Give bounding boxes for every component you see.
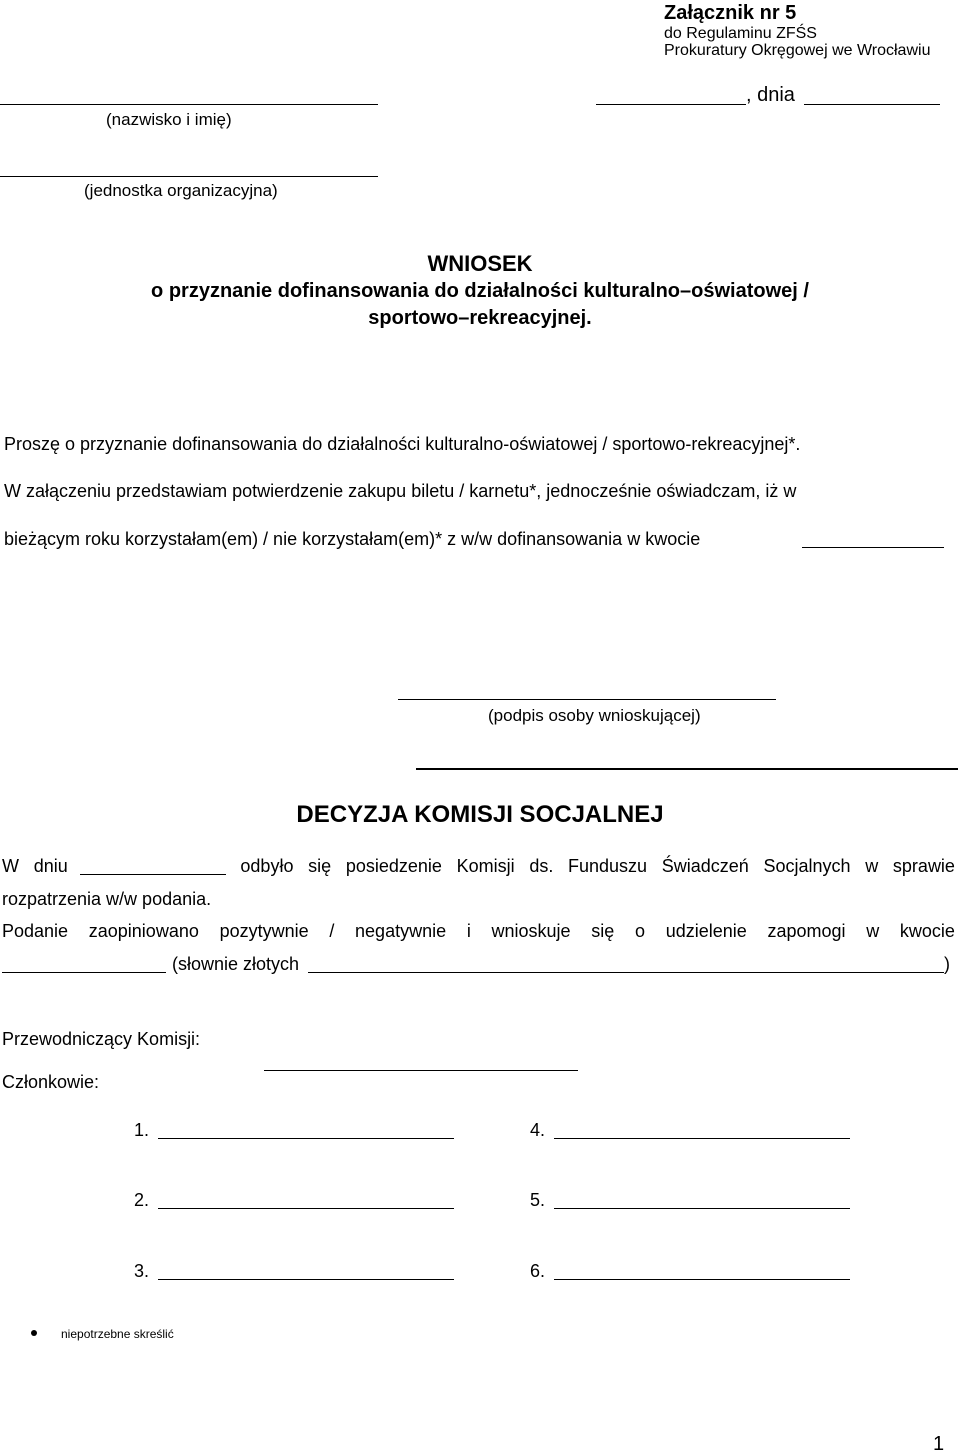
member-number: 6. [530, 1261, 546, 1281]
decision-line-2: rozpatrzenia w/w podania. [2, 889, 212, 909]
section-divider [416, 768, 958, 770]
decision-word: odbyło [240, 856, 294, 876]
member-5-signature-line[interactable] [554, 1208, 850, 1209]
request-paragraph: Proszę o przyznanie dofinansowania do działalności kulturalno-oświatowej / sportowo-rekreacyjnej*. [4, 434, 801, 454]
members-label: Członkowie: [2, 1072, 100, 1092]
date-label: , dnia [746, 84, 795, 106]
decision-word: Komisji [456, 856, 515, 876]
attachment-line-2: Prokuratury Okręgowej we Wrocławiu [664, 42, 931, 59]
applicant-signature-line[interactable] [398, 699, 776, 700]
decision-word: o [634, 921, 645, 941]
decision-word: się [308, 856, 332, 876]
member-number: 4. [530, 1120, 546, 1140]
member-number: 5. [530, 1190, 546, 1210]
place-field-line[interactable] [596, 104, 746, 105]
member-4-signature-line[interactable] [554, 1138, 850, 1139]
amount-words-field-line[interactable] [308, 972, 944, 973]
decision-word: dniu [33, 856, 68, 876]
decision-word: w [865, 856, 879, 876]
decision-word: zapomogi [767, 921, 846, 941]
decision-word: Funduszu [568, 856, 648, 876]
decision-word: Świadczeń [661, 856, 749, 876]
member-2-signature-line[interactable] [158, 1208, 454, 1209]
member-number: 3. [134, 1261, 150, 1281]
member-number: 1. [134, 1120, 150, 1140]
decision-word: Socjalnych [763, 856, 851, 876]
page-number: 1 [933, 1433, 945, 1455]
form-title: WNIOSEK [427, 251, 533, 276]
meeting-date-field-line[interactable] [80, 856, 226, 875]
decision-word: w [866, 921, 880, 941]
form-subtitle-2: sportowo–rekreacyjnej. [368, 307, 592, 329]
granted-amount-field-line[interactable] [2, 972, 166, 973]
member-number: 2. [134, 1190, 150, 1210]
member-6-signature-line[interactable] [554, 1279, 850, 1280]
name-caption: (nazwisko i imię) [106, 110, 232, 129]
decision-date-group [34, 856, 226, 877]
member-1-signature-line[interactable] [158, 1138, 454, 1139]
amount-words-close: ) [944, 954, 950, 974]
decision-word: się [591, 921, 615, 941]
footnote: niepotrzebne skreślić [61, 1327, 174, 1341]
amount-field-line[interactable] [802, 547, 944, 548]
decision-word: ds. [529, 856, 554, 876]
decision-word: i [466, 921, 471, 941]
signature-caption: (podpis osoby wnioskującej) [488, 706, 701, 725]
decision-word: negatywnie [355, 921, 447, 941]
unit-field-line[interactable] [0, 176, 378, 177]
decision-word: kwocie [899, 921, 955, 941]
date-field-line[interactable] [804, 104, 940, 105]
decision-word: posiedzenie [345, 856, 442, 876]
decision-word: W [2, 856, 19, 876]
attachment-paragraph-line-2: bieżącym roku korzystałam(em) / nie korzystałam(em)* z w/w dofinansowania w kwocie [4, 529, 701, 549]
decision-word: pozytywnie [219, 921, 309, 941]
decision-word: udzielenie [665, 921, 747, 941]
decision-word: Podanie [2, 921, 69, 941]
amount-words-label: (słownie złotych [172, 954, 300, 974]
chair-label: Przewodniczący Komisji: [2, 1029, 201, 1049]
decision-word: zaopiniowano [88, 921, 199, 941]
decision-heading: DECYZJA KOMISJI SOCJALNEJ [296, 801, 664, 828]
unit-caption: (jednostka organizacyjna) [84, 181, 278, 200]
decision-word: sprawie [892, 856, 955, 876]
member-3-signature-line[interactable] [158, 1279, 454, 1280]
attachment-title: Załącznik nr 5 [664, 2, 797, 24]
form-subtitle-1: o przyznanie dofinansowania do działalności kulturalno–oświatowej / [151, 280, 809, 302]
name-field-line[interactable] [0, 104, 378, 105]
attachment-line-1: do Regulaminu ZFŚS [664, 25, 817, 42]
bullet-icon [31, 1330, 37, 1336]
decision-word: wnioskuje [491, 921, 571, 941]
decision-line-3 [2, 921, 955, 942]
attachment-paragraph-line-1: W załączeniu przedstawiam potwierdzenie zakupu biletu / karnetu*, jednocześnie oświadczam, iż w [4, 481, 797, 501]
chair-signature-line[interactable] [264, 1070, 578, 1071]
decision-word: / [329, 921, 335, 941]
decision-line-1 [2, 856, 955, 877]
